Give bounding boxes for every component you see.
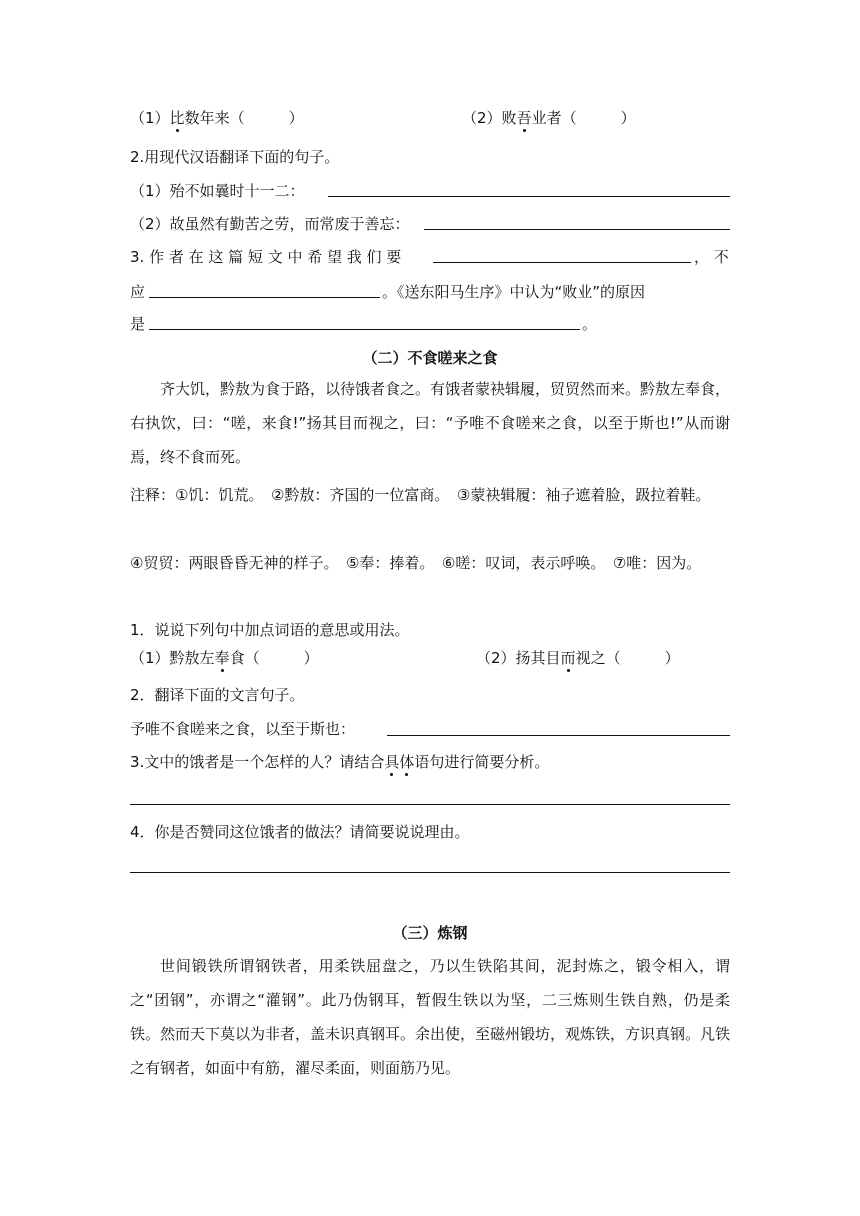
- q1b-text: 业者（: [531, 109, 577, 127]
- close-paren: ）: [620, 109, 636, 127]
- passage-text: 世间锻铁所谓钢铁者，用柔铁屈盘之，乃以生铁陷其间，泥封炼之，锻令相入，谓之“团钢”，亦谓之“灌钢”。此乃伪钢耳，暂假生铁以为坚，二三炼则生铁自熟，仍是柔铁。然而天下莫以为非者，盖未识真钢耳。余出使，至磁州锻坊，观炼铁，方识真钢。凡铁之有钢者，如面中有筋，濯尽柔面，则面筋乃见。: [130, 957, 731, 1077]
- q1b-prefix: （2）扬其目: [476, 649, 561, 667]
- answer-line[interactable]: [424, 229, 730, 230]
- answer-line[interactable]: [149, 329, 580, 330]
- q1a-text: 数年来（: [184, 109, 245, 127]
- s1-q2: 2.用现代汉语翻译下面的句子。: [130, 148, 340, 166]
- dotted-char: 而: [560, 649, 576, 667]
- q3-tail: ， 不: [694, 248, 729, 266]
- q1a-text: 食（: [229, 649, 260, 667]
- s1-q2-1: （1）殆不如曩时十一二：: [130, 182, 305, 200]
- s2-q2: 2．翻译下面的文言句子。: [130, 686, 305, 704]
- answer-line[interactable]: [130, 804, 730, 805]
- answer-line[interactable]: [328, 196, 730, 197]
- q3-text-2: 。《送东阳马生序》中认为“败业”的原因: [382, 283, 646, 301]
- q1b-text: 视之（: [575, 649, 621, 667]
- s2-q1a: [130, 647, 319, 669]
- q1a-prefix: （1）: [130, 109, 170, 127]
- dotted-char: 吾: [516, 109, 532, 127]
- dotted-char: 比: [169, 109, 185, 127]
- s1-q1a: [130, 107, 304, 129]
- section-title: （三）炼钢: [392, 924, 468, 942]
- q3-text: 3.文中的饿者是一个怎样的人？请结合: [130, 753, 385, 771]
- s2-q3: [130, 751, 549, 773]
- dotted-char: 具: [384, 753, 400, 771]
- s1-q1b: [462, 107, 636, 129]
- dotted-char: 奉: [214, 649, 230, 667]
- answer-line[interactable]: [130, 872, 730, 873]
- s2-q2-1: 予唯不食嗟来之食，以至于斯也：: [130, 720, 356, 738]
- s1-q3-line2: [130, 281, 145, 303]
- section-title: （二）不食嗟来之食: [362, 349, 498, 367]
- q1a-prefix: （1）黔敖左: [130, 649, 215, 667]
- answer-line[interactable]: [387, 735, 730, 736]
- passage-text: 齐大饥，黔敖为食于路，以待饿者食之。有饿者蒙袂辑履，贸贸然而来。黔敖左奉食，右执饮，曰：“嗟，来食!”扬其目而视之，曰：“予唯不食嗟来之食，以至于斯也!”从而谢焉，终不食而死。: [130, 380, 731, 466]
- s1-q3-line3: [130, 313, 145, 335]
- q3-end: 。: [582, 315, 598, 333]
- close-paren: ）: [288, 109, 304, 127]
- s2-q4: 4．你是否赞同这位饿者的做法？请简要说说理由。: [130, 823, 470, 841]
- s2-q1: 1．说说下列句中加点词语的意思或用法。: [130, 621, 410, 639]
- q3-text: 语句进行简要分析。: [414, 753, 550, 771]
- q1b-char: 败: [501, 109, 517, 127]
- dotted-char: 体: [399, 753, 415, 771]
- answer-line[interactable]: [149, 297, 380, 298]
- notes: ④贸贸：两眼昏昏无神的样子。 ⑤奉：捧着。 ⑥嗟：叹词，表示呼唤。 ⑦唯：因为。: [130, 554, 702, 572]
- s2-q1b: [476, 647, 680, 669]
- q3-text: 是: [130, 315, 146, 333]
- notes: 注释：①饥：饥荒。 ②黔敖：齐国的一位富商。 ③蒙袂辑履：袖子遮着脸，趿拉着鞋。: [130, 486, 711, 504]
- q3-text: 3. 作 者 在 这 篇 短 文 中 希 望 我 们 要: [130, 248, 402, 266]
- s1-q3-line1: [130, 246, 401, 268]
- close-paren: ）: [303, 649, 319, 667]
- answer-line[interactable]: [433, 262, 691, 263]
- close-paren: ）: [664, 649, 680, 667]
- q3-text: 应: [130, 283, 146, 301]
- q1b-prefix: （2）: [462, 109, 502, 127]
- s1-q2-2: （2）故虽然有勤苦之劳，而常废于善忘：: [130, 215, 410, 233]
